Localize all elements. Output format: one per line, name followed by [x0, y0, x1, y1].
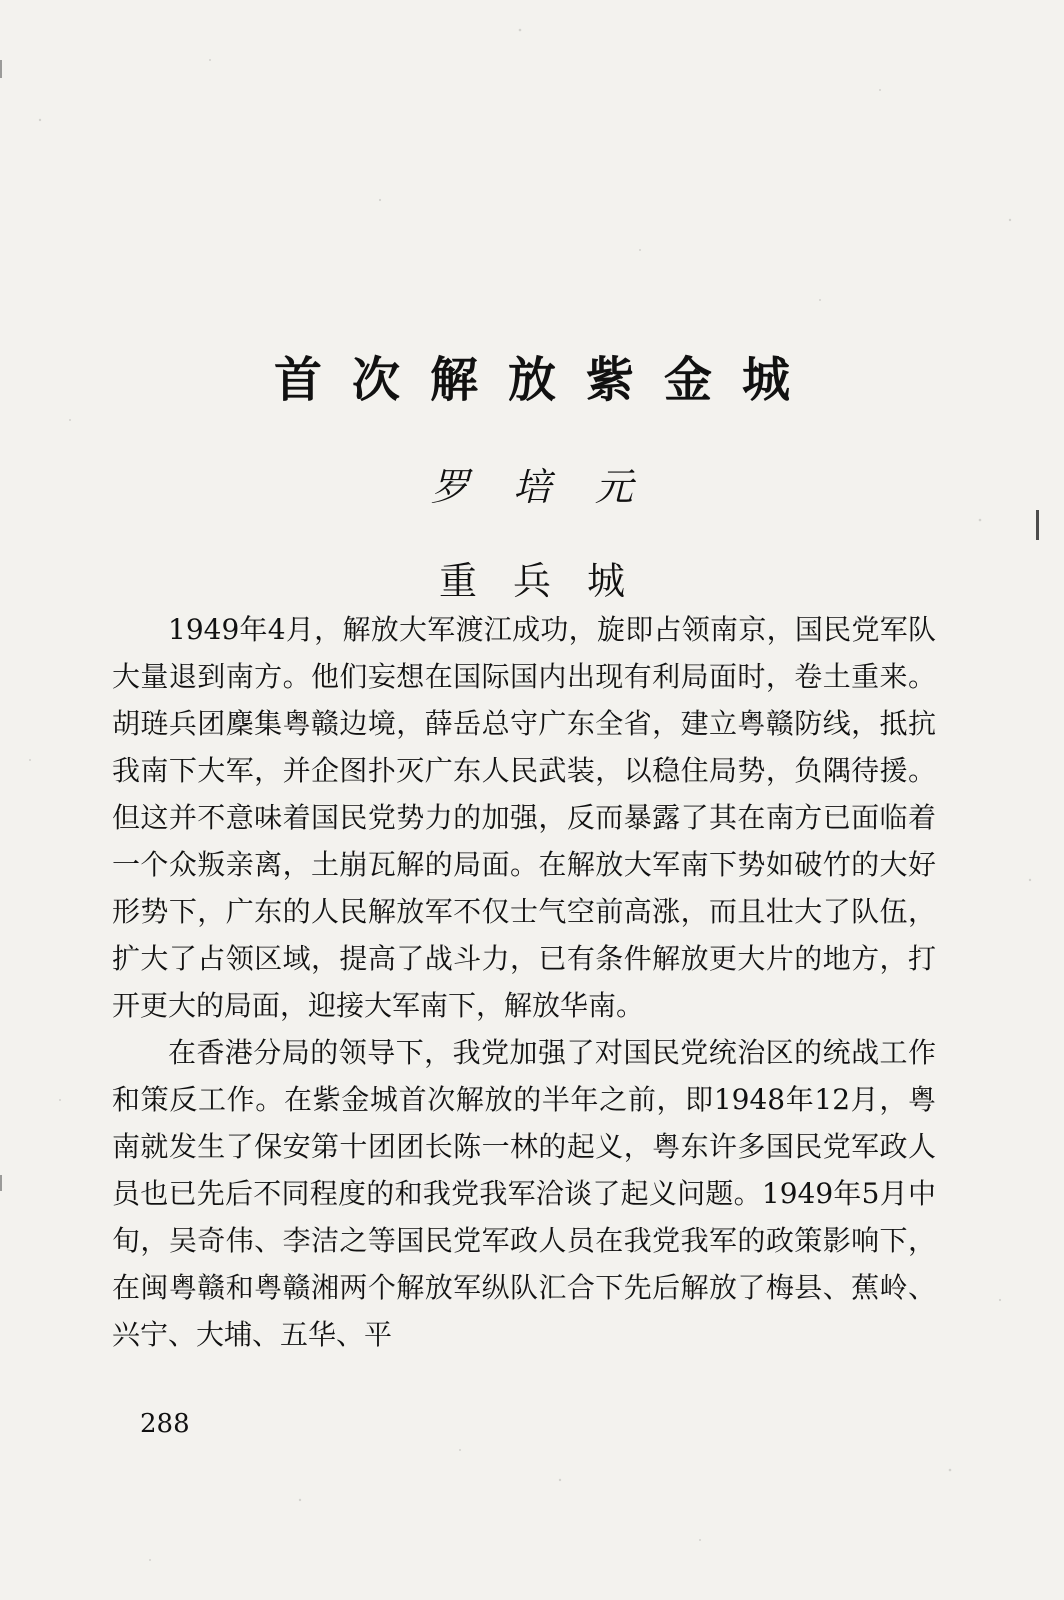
article-author: 罗培元 — [430, 465, 677, 509]
paragraph: 在香港分局的领导下，我党加强了对国民党统治区的统战工作和策反工作。在紫金城首次解放的半年之前，即1948年12月，粤南就发生了保安第十团团长陈一林的起义，粤东许多国民党军政人员也已先后不同程度的和我党我军洽谈了起义问题。1949年5月中旬，吴奇伟、李洁之等国民党军政人员在我党我军的政策影响下，在闽粤赣和粤赣湘两个解放军纵队汇合下先后解放了梅县、蕉岭、兴宁、大埔、五华、平 — [112, 1036, 936, 1351]
article-title: 首次解放紫金城 — [273, 352, 820, 408]
section-heading: 重兵城 — [438, 559, 661, 603]
article-body — [112, 606, 936, 1358]
page-number: 288 — [140, 1409, 190, 1439]
paragraph: 1949年4月，解放大军渡江成功，旋即占领南京，国民党军队大量退到南方。他们妄想在国际国内出现有利局面时，卷土重来。胡琏兵团麇集粤赣边境，薛岳总守广东全省，建立粤赣防线，抵抗我南下大军，并企图扑灭广东人民武装，以稳住局势，负隅待援。但这并不意味着国民党势力的加强，反而暴露了其在南方已面临着一个众叛亲离，土崩瓦解的局面。在解放大军南下势如破竹的大好形势下，广东的人民解放军不仅士气空前高涨，而且壮大了队伍，扩大了占领区域，提高了战斗力，已有条件解放更大片的地方，打开更大的局面，迎接大军南下，解放华南。 — [112, 613, 936, 1022]
